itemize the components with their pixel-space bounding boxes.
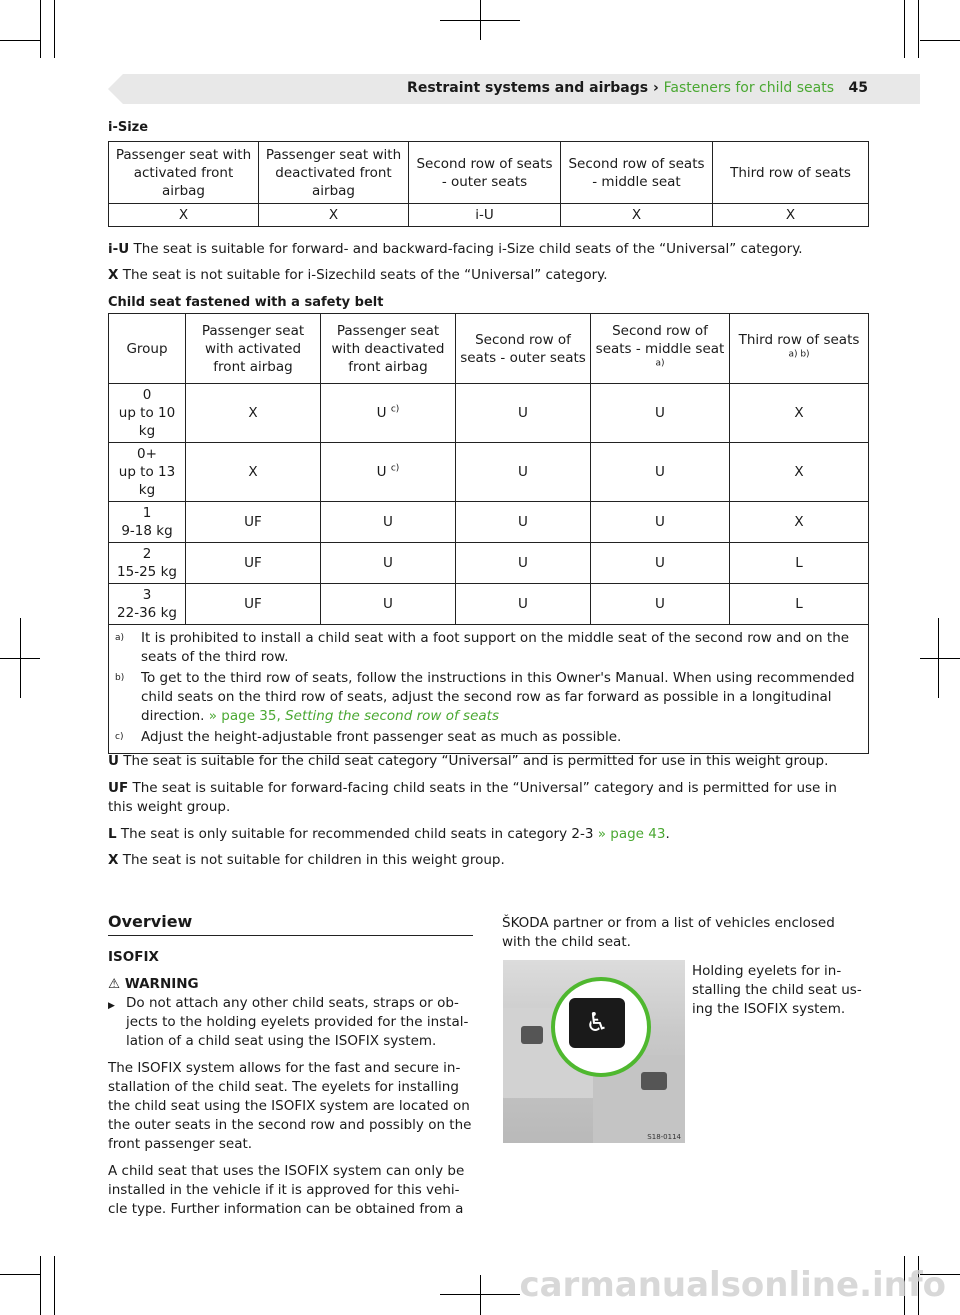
isize-header: Passenger seat with activated front airbag [109,142,259,204]
crop-mark [40,1256,41,1315]
isize-cell: X [109,204,259,227]
group-cell [109,443,186,502]
footnote [115,629,862,667]
photo-code: S18-0114 [647,1133,681,1141]
table-cell: UF [186,543,321,584]
table-cell [321,443,456,502]
group-weight: up to 13 kg [118,464,176,498]
note-text: The seat is suitable for forward-facing child seats in the “Universal” category and is permitted for use in this weight group. [108,780,837,815]
belt-title: Child seat fastened with a safety belt [108,295,384,310]
table-cell: U [591,502,730,543]
belt-note [108,752,878,771]
crop-mark [920,40,960,41]
belt-header-label: Third row of seats [738,331,860,348]
group-cell [109,502,186,543]
crop-mark [54,1256,55,1315]
cell-value: U [376,464,387,480]
crop-mark [440,1294,520,1295]
isize-note [108,240,878,259]
table-cell: UF [186,584,321,625]
isize-cell: X [561,204,713,227]
group-number: 3 [142,587,152,603]
footnote-mark: c) [115,732,124,742]
watermark: carmanualsonline.info [519,1265,946,1305]
note-key: L [108,826,117,842]
footnote [115,669,862,726]
footnote-ref: c) [390,404,400,415]
group-weight: up to 10 kg [118,405,176,439]
crop-mark [0,1274,40,1275]
page-link[interactable]: » page 43 [597,826,666,842]
child-seat-icon: ♿ [569,998,625,1048]
overview-column [108,912,474,1219]
table-cell: U [321,584,456,625]
warning-label-row [108,975,474,994]
isize-header: Third row of seats [713,142,869,204]
note-tail: . [665,826,670,842]
table-cell: X [186,443,321,502]
table-cell: U [591,384,730,443]
table-cell: X [730,502,869,543]
table-cell: U [591,543,730,584]
note-text: The seat is not suitable for children in this weight group. [118,852,505,868]
paragraph: A child seat that uses the ISOFIX system can only be installed in the vehicle if it is approved for this vehicle type. Further information can be obtained from a [108,1163,465,1217]
note-text: The seat is not suitable for i-Sizechild seats of the “Universal” category. [118,267,608,283]
paragraph-continued: ŠKODA partner or from a list of vehicles enclosed with the child seat. [502,915,835,950]
warning-item [108,994,474,1051]
group-weight: 15-25 kg [117,564,177,580]
crop-mark [904,0,905,58]
isize-note [108,266,878,285]
table-cell: U [456,543,591,584]
crop-mark [918,0,919,58]
isofix-eyelet [641,1072,667,1090]
crop-mark [54,0,55,58]
belt-note [108,779,853,817]
crop-mark [40,0,41,58]
table-cell: X [186,384,321,443]
table-cell: X [730,384,869,443]
belt-header: Passenger seat with activated front airbag [186,314,321,384]
isofix-eyelet [521,1026,543,1044]
note-text: The seat is suitable for the child seat category “Universal” and is permitted for use in this weight group. [118,753,829,769]
table-cell: X [730,443,869,502]
overview-heading: Overview [108,912,473,936]
footnote-text: It is prohibited to install a child seat with a foot support on the middle seat of the second row and on the seats of the third row. [141,630,850,665]
isofix-photo [503,960,685,1143]
warning-text: Do not attach any other child seats, straps or objects to the holding eyelets provided for the installation of a child seat using the ISOFIX system. [126,995,469,1049]
belt-header-group: Group [109,314,186,384]
breadcrumb-link[interactable]: Fasteners for child seats [663,80,834,96]
belt-header: Second row of seats - outer seats [456,314,591,384]
crop-mark [0,40,40,41]
table-cell: UF [186,502,321,543]
table-cell: U [591,584,730,625]
group-number: 0 [142,387,152,403]
crop-mark [480,1275,481,1315]
isize-cell: i-U [409,204,561,227]
crop-mark [920,658,960,659]
belt-header: Passenger seat with deactivated front airbag [321,314,456,384]
isize-cell: X [259,204,409,227]
group-number: 0+ [137,446,157,462]
group-weight: 9-18 kg [121,523,173,539]
table-cell: U [321,502,456,543]
warning-icon: ⚠ [108,976,121,992]
isize-table [108,141,869,227]
breadcrumb [407,80,834,96]
belt-header [591,314,730,384]
table-cell: U [456,502,591,543]
bullet-icon: ▶ [108,1001,115,1011]
table-cell: L [730,584,869,625]
footnote-mark: b) [115,673,125,683]
note-key: X [108,267,119,283]
table-cell: L [730,543,869,584]
note-text: The seat is suitable for forward- and backward-facing i-Size child seats of the “Universal” category. [129,241,803,257]
table-cell: U [456,384,591,443]
crop-mark [0,658,40,659]
belt-note [108,851,878,870]
isize-header: Second row of seats - middle seat [561,142,713,204]
footnote [115,728,862,747]
belt-note [108,825,878,844]
group-cell [109,584,186,625]
table-cell [321,384,456,443]
isize-header: Passenger seat with deactivated front airbag [259,142,409,204]
group-weight: 22-36 kg [117,605,177,621]
isize-cell: X [713,204,869,227]
group-number: 2 [142,546,152,562]
table-cell: U [321,543,456,584]
isize-header: Second row of seats - outer seats [409,142,561,204]
belt-table [108,313,869,754]
note-key: X [108,852,119,868]
warning-label: WARNING [124,976,199,992]
note-text: The seat is only suitable for recommended child seats in category 2-3 [116,826,598,842]
footnote-ref: a) [655,358,665,368]
cell-value: U [376,405,387,421]
paragraph: The ISOFIX system allows for the fast and secure installation of the child seat. The eyelets for installing the child seat using the ISOFIX system are located on the outer seats in the second row and possibly on the front passenger seat. [108,1060,472,1152]
table-cell: U [456,584,591,625]
belt-header [730,314,869,384]
footnote-mark: a) [115,633,125,643]
breadcrumb-section: Restraint systems and airbags › [407,80,659,96]
page-link-title[interactable]: Setting the second row of seats [285,708,499,724]
table-cell: U [591,443,730,502]
group-cell [109,543,186,584]
isofix-subheading: ISOFIX [108,949,159,965]
footnote-text: To get to the third row of seats, follow the instructions in this Owner's Manual. When using recommended child seats on the third row of seats, adjust the second row as far forward as possible in a longitudinal direction. [141,670,855,724]
note-key: U [108,753,119,769]
footnote-ref: a) b) [788,349,810,359]
crop-mark [440,20,520,21]
footnote-text: Adjust the height-adjustable front passenger seat as much as possible. [141,729,622,745]
group-cell [109,384,186,443]
table-cell: U [456,443,591,502]
group-number: 1 [142,505,152,521]
belt-header-label: Second row of seats - middle seat [595,322,725,357]
note-key: i-U [108,241,130,257]
table-footnotes [109,625,869,754]
footnote-ref: c) [390,463,400,474]
note-key: UF [108,780,129,796]
isize-title: i-Size [108,120,149,135]
photo-caption: Holding eyelets for installing the child seat using the ISOFIX system. [692,963,862,1017]
page-number: 45 [848,80,868,96]
page-link[interactable]: » page 35, [204,708,286,724]
